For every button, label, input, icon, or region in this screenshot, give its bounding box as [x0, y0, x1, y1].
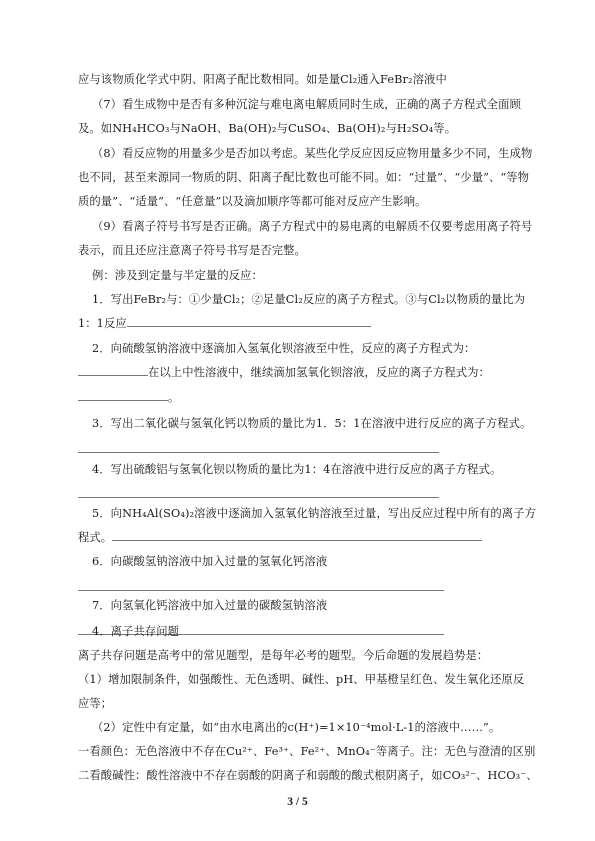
question-5-tail: 程式。 [78, 530, 482, 546]
question-1-tail: 1：1反应 [78, 316, 371, 332]
section-heading: 4．离子共存问题 [92, 625, 180, 638]
paragraph-line: （7）看生成物中是否有多种沉淀与难电离电解质同时生成，正确的离子方程式全面顾 [92, 98, 521, 111]
question-2: 2．向硫酸氢钠溶液中逐滴加入氢氧化钡溶液至中性，反应的离子方程式为： [92, 342, 476, 355]
question-5: 5．向NH₄Al(SO₄)₂溶液中逐滴加入氢氧化钠溶液至过量，写出反应过程中所有的离子方 [92, 507, 536, 520]
paragraph-line: 应等； [78, 697, 113, 710]
question-7: 7．向氢氧化钙溶液中加入过量的碳酸氢钠溶液 [92, 599, 328, 612]
page-number: 3 / 5 [287, 796, 308, 808]
paragraph-line: （8）看反应物的用量多少是否加以考虑。某些化学反应因反应物用量多少不同，生成物 [92, 147, 533, 160]
paragraph-line: （2）定性中有定量，如“由水电离出的c(H⁺)=1×10⁻⁴mol·L-1的溶液中……”。 [92, 721, 501, 734]
answer-line[interactable] [78, 452, 439, 453]
paragraph-line: （9）看离子符号书写是否正确。离子方程式中的易电离的电解质不仅要考虑用离子符号 [92, 220, 533, 233]
paragraph-line: 质的量”、“适量”、“任意量”以及滴加顺序等都可能对反应产生影响。 [78, 195, 427, 208]
question-3: 3．写出二氧化碳与氢氧化钙以物质的量比为1．5：1在溶液中进行反应的离子方程式。 [92, 417, 532, 430]
paragraph-line: 离子共存问题是高考中的常见题型，是每年必考的题型。今后命题的发展趋势是： [78, 649, 489, 662]
answer-blank[interactable] [78, 390, 168, 401]
question-1: 1．写出FeBr₂与：①少量Cl₂；②足量Cl₂反应的离子方程式。③与Cl₂以物质的量比为 [92, 293, 526, 306]
answer-line[interactable] [78, 497, 439, 498]
example-heading: 例：涉及到定量与半定量的反应： [92, 269, 263, 282]
paragraph-line: 及。如NH₄HCO₃与NaOH、Ba(OH)₂与CuSO₄、Ba(OH)₂与H₂SO₄等。 [78, 122, 457, 135]
answer-blank[interactable] [112, 530, 482, 541]
paragraph-line: 一看颜色：无色溶液中不存在Cu²⁺、Fe³⁺、Fe²⁺、MnO₄⁻等离子。注：无色与澄清的区别 [78, 745, 536, 758]
question-2-continued: 在以上中性溶液中，继续滴加氢氧化钡溶液，反应的离子方程式为： [78, 365, 490, 381]
question-4: 4．写出硫酸铝与氢氧化钡以物质的量比为1：4在溶液中进行反应的离子方程式。 [92, 463, 502, 476]
paragraph-line: 二看酸碱性：酸性溶液中不存在弱酸的阴离子和弱酸的酸式根阴离子，如CO₃²⁻、HCO₃⁻、 [78, 769, 538, 782]
paragraph-line: 也不同，甚至来源同一物质的阴、阳离子配比数也可能不同。如：“过量”、“少量”、“等物 [78, 171, 530, 184]
answer-blank[interactable] [78, 365, 148, 376]
paragraph-line: （1）增加限制条件，如强酸性、无色透明、碱性、pH、甲基橙呈红色、发生氧化还原反 [78, 673, 525, 686]
answer-line[interactable] [78, 590, 444, 591]
question-6: 6．向碳酸氢钠溶液中加入过量的氢氧化钙溶液 [92, 555, 328, 568]
paragraph-line: 表示，而且还应注意离子符号书写是否完整。 [78, 244, 306, 257]
answer-blank[interactable] [127, 316, 371, 327]
paragraph-line: 应与该物质化学式中阴、阳离子配比数相同。如是量Cl₂通入FeBr₂溶液中 [78, 73, 447, 86]
question-2-end: 。 [78, 390, 179, 406]
